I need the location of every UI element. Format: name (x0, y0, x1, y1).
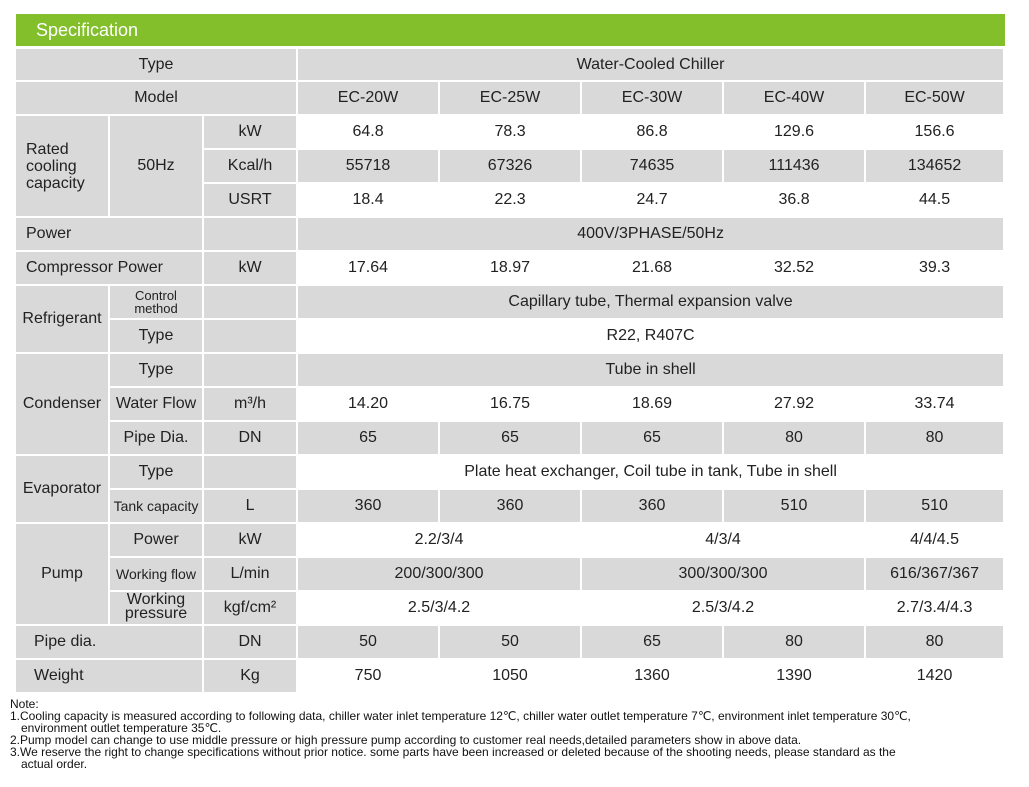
unit-label: Kcal/h (204, 150, 298, 184)
unit-label: kgf/cm² (204, 592, 298, 626)
value-cell: 78.3 (440, 116, 582, 150)
value-cell: 80 (866, 626, 1005, 660)
value-cell: 16.75 (440, 388, 582, 422)
power-row (16, 218, 1005, 252)
model-row (16, 82, 1005, 116)
unit-label: Kg (204, 660, 298, 694)
value-cell: 134652 (866, 150, 1005, 184)
value-cell: 1360 (582, 660, 724, 694)
pipe-dia-row (16, 626, 1005, 660)
value-cell: 129.6 (724, 116, 866, 150)
evaporator-tank-row (16, 490, 1005, 524)
water-flow-label: Water Flow (110, 388, 204, 422)
spec-header: Specification (16, 14, 1005, 46)
value-cell: 65 (298, 422, 440, 456)
condenser-type-label: Type (110, 354, 204, 388)
pump-flow-row (16, 558, 1005, 592)
value-cell: 27.92 (724, 388, 866, 422)
value-cell: 156.6 (866, 116, 1005, 150)
pipe-dia-label: Pipe Dia. (110, 422, 204, 456)
model-cell: EC-30W (582, 82, 724, 116)
refrigerant-label: Refrigerant (16, 286, 110, 354)
unit-label: m³/h (204, 388, 298, 422)
note-1: 1.Cooling capacity is measured according to following data, chiller water inlet temperature 12℃, chiller water outlet temperature 7℃, environment inlet temperature 30℃, (10, 709, 911, 723)
value-cell: 200/300/300 (298, 558, 582, 592)
value-cell: 22.3 (440, 184, 582, 218)
type-row (16, 49, 1005, 82)
value-cell: 300/300/300 (582, 558, 866, 592)
empty-unit (204, 286, 298, 320)
value-cell: 65 (582, 626, 724, 660)
value-cell: 111436 (724, 150, 866, 184)
unit-label: kW (204, 524, 298, 558)
evaporator-type-label: Type (110, 456, 204, 490)
evaporator-type-row (16, 456, 1005, 490)
unit-label: kW (204, 252, 298, 286)
note-2: 2.Pump model can change to use middle pressure or high pressure pump according to customer real needs,detailed parameters show in above data. (10, 733, 802, 747)
note-1-cont: environment outlet temperature 35℃. (21, 721, 222, 735)
value-cell: 616/367/367 (866, 558, 1005, 592)
empty-unit (204, 354, 298, 388)
value-cell: 1420 (866, 660, 1005, 694)
working-pressure-label: Working pressure (110, 592, 204, 626)
unit-label: kW (204, 116, 298, 150)
value-cell: 4/3/4 (582, 524, 866, 558)
note-3-cont: actual order. (21, 757, 88, 771)
value-cell: 360 (582, 490, 724, 524)
unit-label: L/min (204, 558, 298, 592)
evaporator-type-value: Plate heat exchanger, Coil tube in tank, Tube in shell (298, 456, 1005, 490)
cooling-kw-row (16, 116, 1005, 150)
value-cell: 4/4/4.5 (866, 524, 1005, 558)
value-cell: 18.4 (298, 184, 440, 218)
control-method-value: Capillary tube, Thermal expansion valve (298, 286, 1005, 320)
value-cell: 510 (724, 490, 866, 524)
pump-power-label: Power (110, 524, 204, 558)
value-cell: 17.64 (298, 252, 440, 286)
unit-label: DN (204, 422, 298, 456)
tank-capacity-label: Tank capacity (110, 490, 204, 524)
note-3: 3.We reserve the right to change specifications without prior notice. some parts have been increased or deleted because of the shooting needs, please standard as the (10, 745, 896, 759)
refrigerant-type-value: R22, R407C (298, 320, 1005, 354)
value-cell: 1390 (724, 660, 866, 694)
value-cell: 750 (298, 660, 440, 694)
cooling-capacity-label: Rated cooling capacity (16, 116, 110, 218)
value-cell: 360 (298, 490, 440, 524)
working-flow-label: Working flow (110, 558, 204, 592)
value-cell: 50 (298, 626, 440, 660)
condenser-type-value: Tube in shell (298, 354, 1005, 388)
value-cell: 67326 (440, 150, 582, 184)
cooling-frequency: 50Hz (110, 116, 204, 218)
value-cell: 21.68 (582, 252, 724, 286)
value-cell: 2.5/3/4.2 (582, 592, 866, 626)
model-cell: EC-20W (298, 82, 440, 116)
model-cell: EC-40W (724, 82, 866, 116)
unit-label: USRT (204, 184, 298, 218)
pump-pressure-row (16, 592, 1005, 626)
value-cell: 65 (440, 422, 582, 456)
value-cell: 510 (866, 490, 1005, 524)
pump-label: Pump (16, 524, 110, 626)
condenser-label: Condenser (16, 354, 110, 456)
value-cell: 24.7 (582, 184, 724, 218)
power-label: Power (16, 218, 204, 252)
notes-title: Note: (10, 697, 39, 711)
unit-label: DN (204, 626, 298, 660)
condenser-pipe-row (16, 422, 1005, 456)
value-cell: 86.8 (582, 116, 724, 150)
notes (10, 698, 1020, 770)
power-value: 400V/3PHASE/50Hz (298, 218, 1005, 252)
compressor-row (16, 252, 1005, 286)
control-method-label: Control method (110, 286, 204, 320)
value-cell: 39.3 (866, 252, 1005, 286)
evaporator-label: Evaporator (16, 456, 110, 524)
compressor-label: Compressor Power (16, 252, 204, 286)
value-cell: 18.97 (440, 252, 582, 286)
condenser-type-row (16, 354, 1005, 388)
value-cell: 64.8 (298, 116, 440, 150)
value-cell: 50 (440, 626, 582, 660)
value-cell: 2.7/3.4/4.3 (866, 592, 1005, 626)
value-cell: 2.2/3/4 (298, 524, 582, 558)
model-label: Model (16, 82, 298, 116)
value-cell: 2.5/3/4.2 (298, 592, 582, 626)
refrigerant-type-row (16, 320, 1005, 354)
empty-unit (204, 218, 298, 252)
pipe-dia-main-label: Pipe dia. (16, 626, 204, 660)
model-cell: EC-25W (440, 82, 582, 116)
weight-row (16, 660, 1005, 694)
weight-label: Weight (16, 660, 204, 694)
value-cell: 18.69 (582, 388, 724, 422)
value-cell: 14.20 (298, 388, 440, 422)
value-cell: 32.52 (724, 252, 866, 286)
empty-unit (204, 320, 298, 354)
type-value: Water-Cooled Chiller (298, 49, 1005, 82)
spec-table (16, 49, 1005, 694)
value-cell: 44.5 (866, 184, 1005, 218)
pump-power-row (16, 524, 1005, 558)
refrigerant-control-row (16, 286, 1005, 320)
value-cell: 80 (724, 422, 866, 456)
value-cell: 55718 (298, 150, 440, 184)
value-cell: 80 (724, 626, 866, 660)
value-cell: 360 (440, 490, 582, 524)
value-cell: 36.8 (724, 184, 866, 218)
value-cell: 65 (582, 422, 724, 456)
model-cell: EC-50W (866, 82, 1005, 116)
value-cell: 33.74 (866, 388, 1005, 422)
condenser-flow-row (16, 388, 1005, 422)
empty-unit (204, 456, 298, 490)
value-cell: 1050 (440, 660, 582, 694)
value-cell: 74635 (582, 150, 724, 184)
type-label: Type (16, 49, 298, 82)
refrigerant-type-label: Type (110, 320, 204, 354)
value-cell: 80 (866, 422, 1005, 456)
unit-label: L (204, 490, 298, 524)
